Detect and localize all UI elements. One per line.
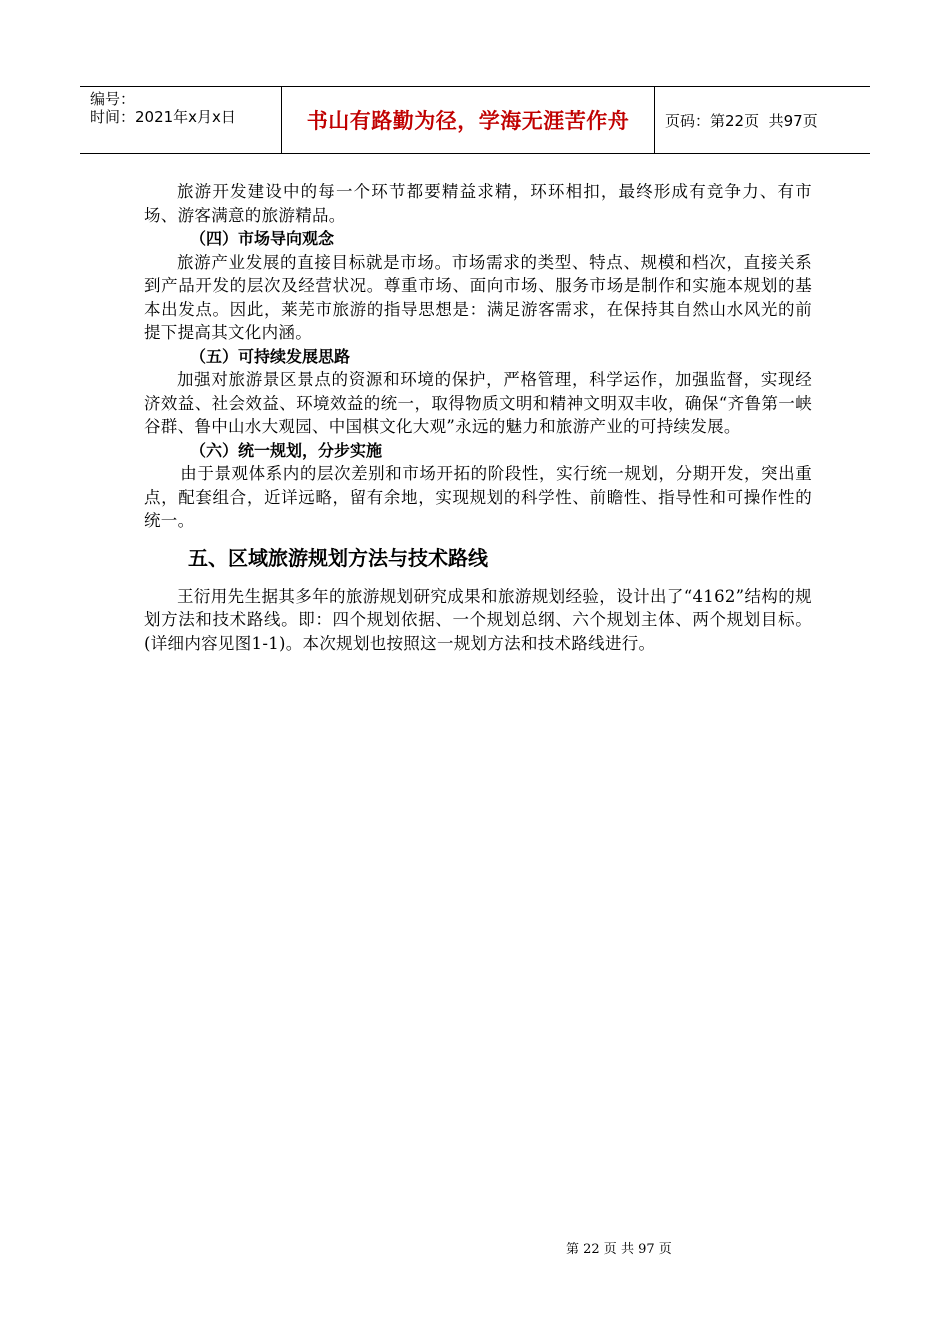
document-body: [144, 180, 812, 655]
subheading-market-orientation: （四）市场导向观念: [190, 229, 335, 248]
header-page-number: 页码：第22页 共97页: [665, 111, 818, 130]
paragraph: 王衍用先生据其多年的旅游规划研究成果和旅游规划经验，设计出了“4162”结构的规划方法和技术路线。即：四个规划依据、一个规划总纲、六个规划主体、两个规划目标。(详细内容见图1-1)。本次规划也按照这一规划方法和技术路线进行。: [144, 586, 812, 653]
section-heading-planning-method: 五、区域旅游规划方法与技术路线: [188, 545, 488, 570]
header-meta: [80, 87, 281, 153]
subheading-sustainable-development: （五）可持续发展思路: [190, 346, 351, 366]
paragraph: 旅游产业发展的直接目标就是市场。市场需求的类型、特点、规模和档次，直接关系到产品开发的层次及经营状况。尊重市场、面向市场、服务市场是制作和实施本规划的基本出发点。因此，莱芜市旅游的指导思想是：满足游客需求，在保持其自然山水风光的前提下提高其文化内涵。: [144, 252, 812, 342]
paragraph: 加强对旅游景区景点的资源和环境的保护，严格管理，科学运作，加强监督，实现经济效益、社会效益、环境效益的统一，取得物质文明和精神文明双丰收，确保“齐鲁第一峡谷群、鲁中山水大观园、中国棋文化大观”永远的魅力和旅游产业的可持续发展。: [144, 370, 812, 436]
document-time: 时间：2021年x月x日: [90, 108, 236, 126]
document-code-label: 编号：: [90, 90, 136, 108]
page-header: [80, 86, 870, 154]
footer-page-number: 第 22 页 共 97 页: [566, 1242, 672, 1257]
page-footer: [566, 1238, 672, 1257]
paragraph: 由于景观体系内的层次差别和市场开拓的阶段性，实行统一规划，分期开发，突出重点，配套组合，近详远略，留有余地，实现规划的科学性、前瞻性、指导性和可操作性的统一。: [144, 464, 812, 530]
subheading-unified-planning: （六）统一规划，分步实施: [190, 440, 383, 460]
header-page-info: [655, 87, 870, 153]
header-motto: 书山有路勤为径，学海无涯苦作舟: [281, 87, 655, 153]
paragraph: 旅游开发建设中的每一个环节都要精益求精，环环相扣，最终形成有竞争力、有市场、游客满意的旅游精品。: [144, 182, 812, 225]
